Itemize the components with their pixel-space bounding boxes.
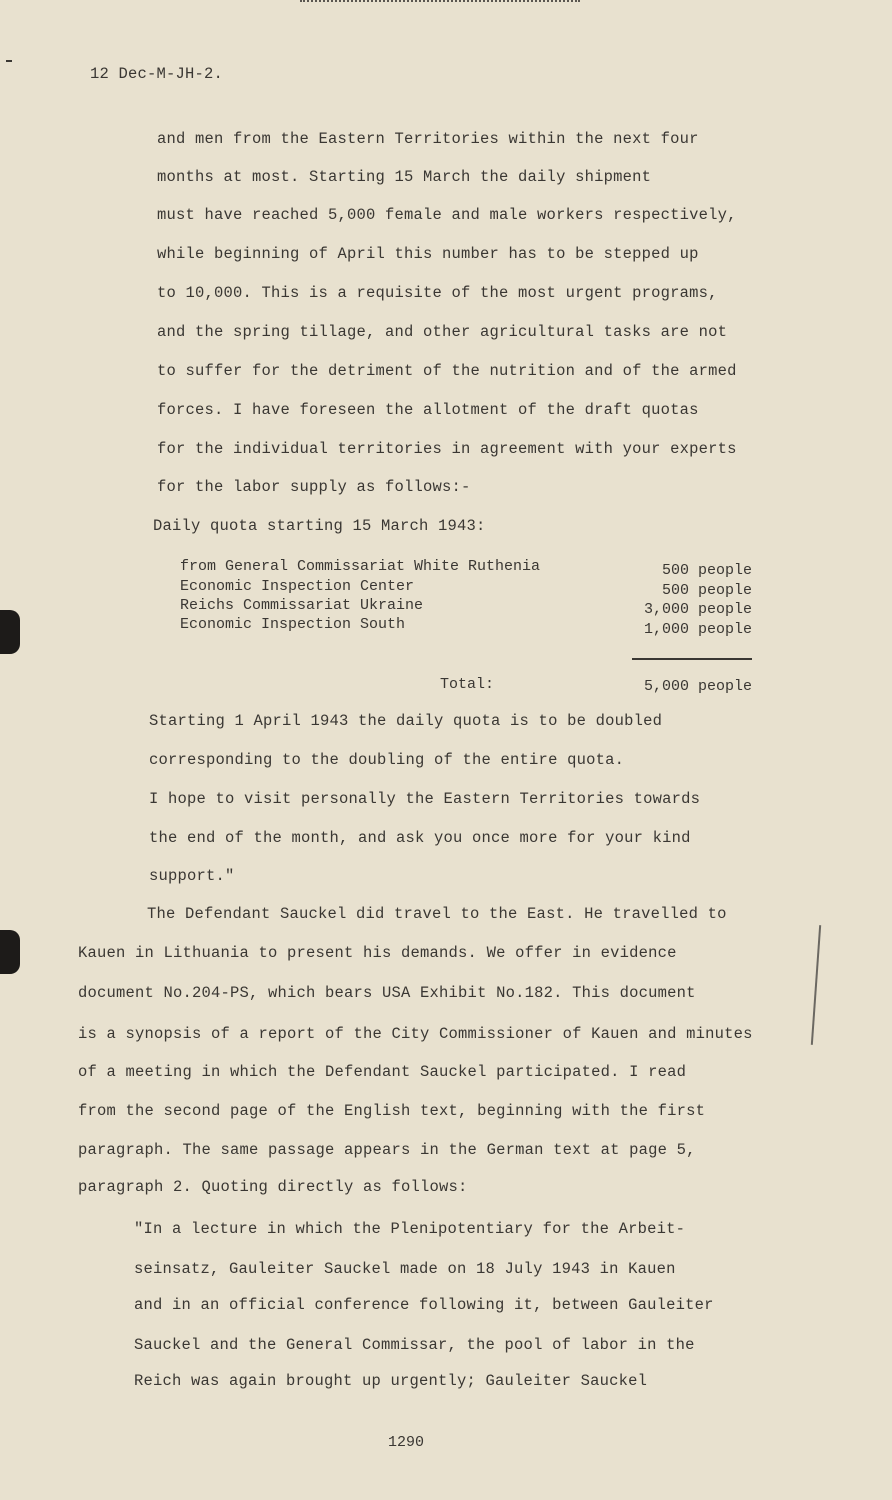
total-rule bbox=[632, 658, 752, 660]
margin-tick bbox=[6, 60, 12, 62]
text-line: from the second page of the English text, beginning with the first bbox=[78, 1102, 706, 1120]
quote-line: Sauckel and the General Commissar, the pool of labor in the bbox=[134, 1336, 695, 1354]
text-line: and the spring tillage, and other agricultural tasks are not bbox=[157, 323, 728, 341]
text-line: for the individual territories in agreement with your experts bbox=[157, 440, 737, 458]
quota-row-value: 500 people bbox=[661, 582, 752, 599]
margin-pencil-mark bbox=[811, 925, 821, 1045]
text-line: for the labor supply as follows:- bbox=[157, 478, 471, 496]
quote-line: "In a lecture in which the Plenipotentiary for the Arbeit- bbox=[134, 1220, 686, 1238]
binder-tab-lower bbox=[0, 930, 20, 974]
text-line: is a synopsis of a report of the City Commissioner of Kauen and minutes bbox=[78, 1025, 753, 1043]
text-line: the end of the month, and ask you once more for your kind bbox=[149, 829, 691, 847]
quota-row-name: Economic Inspection Center bbox=[180, 578, 415, 595]
text-line: I hope to visit personally the Eastern Territories towards bbox=[149, 790, 701, 808]
text-line: Kauen in Lithuania to present his demands. We offer in evidence bbox=[78, 944, 677, 962]
quota-row-name: Economic Inspection South bbox=[180, 616, 406, 633]
text-line: paragraph. The same passage appears in the German text at page 5, bbox=[78, 1141, 696, 1159]
text-line: paragraph 2. Quoting directly as follows: bbox=[78, 1178, 468, 1196]
text-line: forces. I have foreseen the allotment of the draft quotas bbox=[157, 401, 699, 419]
text-line: to suffer for the detriment of the nutrition and of the armed bbox=[157, 362, 737, 380]
text-line: while beginning of April this number has to be stepped up bbox=[157, 245, 699, 263]
total-value: 5,000 people bbox=[643, 678, 752, 695]
binder-tab-upper bbox=[0, 610, 20, 654]
quote-line: and in an official conference following it, between Gauleiter bbox=[134, 1296, 714, 1314]
text-line: and men from the Eastern Territories within the next four bbox=[157, 130, 699, 148]
quota-row-value: 500 people bbox=[661, 562, 752, 579]
text-line: Starting 1 April 1943 the daily quota is to be doubled bbox=[149, 712, 663, 730]
text-line: to 10,000. This is a requisite of the most urgent programs, bbox=[157, 284, 718, 302]
text-line: of a meeting in which the Defendant Sauckel participated. I read bbox=[78, 1063, 687, 1081]
document-reference: 12 Dec-M-JH-2. bbox=[90, 65, 224, 83]
quota-row-value: 3,000 people bbox=[643, 601, 752, 618]
text-line: The Defendant Sauckel did travel to the East. He travelled to bbox=[147, 905, 727, 923]
quota-row-value: 1,000 people bbox=[643, 621, 752, 638]
top-edge-marks bbox=[300, 0, 580, 5]
quota-row-name: from General Commissariat White Ruthenia bbox=[180, 558, 541, 575]
text-line: support." bbox=[149, 867, 235, 885]
page-number: 1290 bbox=[388, 1434, 425, 1451]
quote-line: Reich was again brought up urgently; Gauleiter Sauckel bbox=[134, 1372, 648, 1390]
text-line: corresponding to the doubling of the entire quota. bbox=[149, 751, 625, 769]
text-line: must have reached 5,000 female and male workers respectively, bbox=[157, 206, 737, 224]
quota-heading: Daily quota starting 15 March 1943: bbox=[153, 517, 486, 535]
quota-row-name: Reichs Commissariat Ukraine bbox=[180, 597, 424, 614]
total-label: Total: bbox=[440, 676, 495, 693]
text-line: document No.204-PS, which bears USA Exhibit No.182. This document bbox=[78, 984, 696, 1002]
text-line: months at most. Starting 15 March the daily shipment bbox=[157, 168, 652, 186]
quote-line: seinsatz, Gauleiter Sauckel made on 18 July 1943 in Kauen bbox=[134, 1260, 676, 1278]
